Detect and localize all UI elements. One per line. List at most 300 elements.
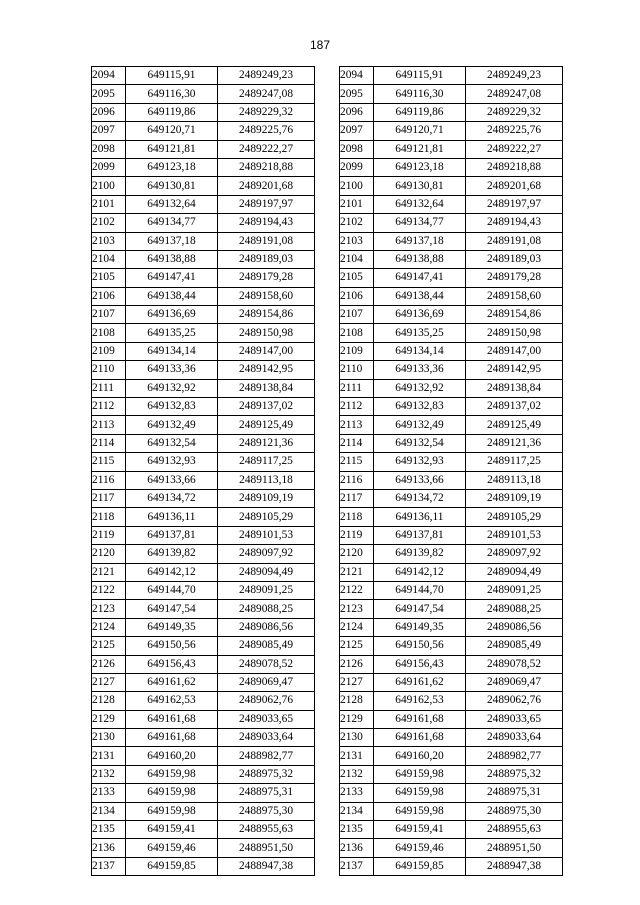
coordinates-table-right-body xyxy=(340,67,563,876)
point-number-cell: 2108 xyxy=(340,324,374,342)
y-coordinate-cell: 2489137,02 xyxy=(218,398,315,416)
table-row xyxy=(92,214,315,232)
point-number-cell: 2097 xyxy=(340,122,374,140)
table-row xyxy=(92,158,315,176)
y-coordinate-cell: 2489142,95 xyxy=(218,361,315,379)
x-coordinate-cell: 649159,98 xyxy=(374,784,466,802)
point-number-cell: 2124 xyxy=(92,618,126,636)
x-coordinate-cell: 649137,18 xyxy=(374,232,466,250)
point-number-cell: 2130 xyxy=(92,729,126,747)
x-coordinate-cell: 649161,62 xyxy=(374,673,466,691)
x-coordinate-cell: 649162,53 xyxy=(374,692,466,710)
point-number-cell: 2106 xyxy=(92,287,126,305)
x-coordinate-cell: 649116,30 xyxy=(374,85,466,103)
point-number-cell: 2120 xyxy=(340,545,374,563)
point-number-cell: 2131 xyxy=(92,747,126,765)
x-coordinate-cell: 649136,69 xyxy=(126,306,218,324)
point-number-cell: 2108 xyxy=(92,324,126,342)
table-row xyxy=(92,471,315,489)
point-number-cell: 2122 xyxy=(340,581,374,599)
y-coordinate-cell: 2489086,56 xyxy=(218,618,315,636)
table-row xyxy=(92,287,315,305)
table-row xyxy=(92,526,315,544)
x-coordinate-cell: 649134,72 xyxy=(126,489,218,507)
table-row xyxy=(340,342,563,360)
table-row xyxy=(92,802,315,820)
point-number-cell: 2112 xyxy=(92,398,126,416)
y-coordinate-cell: 2489150,98 xyxy=(466,324,563,342)
table-row xyxy=(340,600,563,618)
y-coordinate-cell: 2489142,95 xyxy=(466,361,563,379)
table-row xyxy=(340,471,563,489)
x-coordinate-cell: 649159,98 xyxy=(374,765,466,783)
y-coordinate-cell: 2489086,56 xyxy=(466,618,563,636)
table-row xyxy=(340,821,563,839)
table-row xyxy=(92,692,315,710)
point-number-cell: 2103 xyxy=(340,232,374,250)
y-coordinate-cell: 2489138,84 xyxy=(218,379,315,397)
table-row xyxy=(340,673,563,691)
x-coordinate-cell: 649147,54 xyxy=(374,600,466,618)
table-row xyxy=(340,416,563,434)
table-row xyxy=(92,784,315,802)
table-row xyxy=(340,839,563,857)
y-coordinate-cell: 2489121,36 xyxy=(218,434,315,452)
point-number-cell: 2121 xyxy=(340,563,374,581)
y-coordinate-cell: 2489225,76 xyxy=(466,122,563,140)
table-row xyxy=(340,453,563,471)
point-number-cell: 2097 xyxy=(92,122,126,140)
point-number-cell: 2115 xyxy=(92,453,126,471)
y-coordinate-cell: 2489105,29 xyxy=(466,508,563,526)
table-row xyxy=(340,398,563,416)
table-row xyxy=(92,324,315,342)
table-row xyxy=(340,85,563,103)
table-row xyxy=(340,655,563,673)
y-coordinate-cell: 2489229,32 xyxy=(466,103,563,121)
point-number-cell: 2115 xyxy=(340,453,374,471)
table-row xyxy=(340,379,563,397)
y-coordinate-cell: 2489117,25 xyxy=(218,453,315,471)
y-coordinate-cell: 2489085,49 xyxy=(466,637,563,655)
point-number-cell: 2107 xyxy=(92,306,126,324)
point-number-cell: 2095 xyxy=(340,85,374,103)
y-coordinate-cell: 2489137,02 xyxy=(466,398,563,416)
x-coordinate-cell: 649115,91 xyxy=(126,67,218,85)
x-coordinate-cell: 649132,93 xyxy=(374,453,466,471)
x-coordinate-cell: 649130,81 xyxy=(126,177,218,195)
point-number-cell: 2131 xyxy=(340,747,374,765)
y-coordinate-cell: 2489094,49 xyxy=(466,563,563,581)
y-coordinate-cell: 2489088,25 xyxy=(218,600,315,618)
table-row xyxy=(92,600,315,618)
x-coordinate-cell: 649133,66 xyxy=(126,471,218,489)
table-row xyxy=(92,177,315,195)
y-coordinate-cell: 2489218,88 xyxy=(218,158,315,176)
x-coordinate-cell: 649132,93 xyxy=(126,453,218,471)
x-coordinate-cell: 649138,88 xyxy=(126,250,218,268)
x-coordinate-cell: 649142,12 xyxy=(374,563,466,581)
y-coordinate-cell: 2489249,23 xyxy=(466,67,563,85)
table-row xyxy=(92,508,315,526)
point-number-cell: 2104 xyxy=(92,250,126,268)
table-row xyxy=(340,214,563,232)
point-number-cell: 2114 xyxy=(92,434,126,452)
x-coordinate-cell: 649132,54 xyxy=(126,434,218,452)
x-coordinate-cell: 649134,14 xyxy=(374,342,466,360)
table-row xyxy=(92,232,315,250)
y-coordinate-cell: 2489222,27 xyxy=(466,140,563,158)
table-row xyxy=(340,122,563,140)
table-row xyxy=(340,306,563,324)
point-number-cell: 2134 xyxy=(340,802,374,820)
y-coordinate-cell: 2489069,47 xyxy=(466,673,563,691)
x-coordinate-cell: 649119,86 xyxy=(374,103,466,121)
y-coordinate-cell: 2489088,25 xyxy=(466,600,563,618)
x-coordinate-cell: 649147,54 xyxy=(126,600,218,618)
y-coordinate-cell: 2488955,63 xyxy=(466,821,563,839)
table-row xyxy=(92,655,315,673)
y-coordinate-cell: 2489097,92 xyxy=(218,545,315,563)
y-coordinate-cell: 2489225,76 xyxy=(218,122,315,140)
y-coordinate-cell: 2488951,50 xyxy=(466,839,563,857)
y-coordinate-cell: 2489101,53 xyxy=(218,526,315,544)
x-coordinate-cell: 649138,44 xyxy=(126,287,218,305)
x-coordinate-cell: 649132,49 xyxy=(126,416,218,434)
x-coordinate-cell: 649139,82 xyxy=(374,545,466,563)
point-number-cell: 2119 xyxy=(340,526,374,544)
x-coordinate-cell: 649161,68 xyxy=(126,710,218,728)
point-number-cell: 2113 xyxy=(92,416,126,434)
x-coordinate-cell: 649134,77 xyxy=(126,214,218,232)
table-row xyxy=(340,618,563,636)
y-coordinate-cell: 2489121,36 xyxy=(466,434,563,452)
table-row xyxy=(340,729,563,747)
table-row xyxy=(92,140,315,158)
x-coordinate-cell: 649137,18 xyxy=(126,232,218,250)
x-coordinate-cell: 649159,85 xyxy=(126,857,218,875)
table-row xyxy=(340,784,563,802)
y-coordinate-cell: 2489179,28 xyxy=(466,269,563,287)
coordinates-table-left xyxy=(91,66,315,876)
point-number-cell: 2130 xyxy=(340,729,374,747)
table-row xyxy=(92,637,315,655)
point-number-cell: 2120 xyxy=(92,545,126,563)
y-coordinate-cell: 2489091,25 xyxy=(466,581,563,599)
y-coordinate-cell: 2489094,49 xyxy=(218,563,315,581)
point-number-cell: 2125 xyxy=(92,637,126,655)
point-number-cell: 2098 xyxy=(340,140,374,158)
point-number-cell: 2100 xyxy=(340,177,374,195)
point-number-cell: 2110 xyxy=(92,361,126,379)
y-coordinate-cell: 2489158,60 xyxy=(218,287,315,305)
point-number-cell: 2114 xyxy=(340,434,374,452)
table-row xyxy=(340,250,563,268)
table-row xyxy=(340,269,563,287)
y-coordinate-cell: 2488975,30 xyxy=(218,802,315,820)
point-number-cell: 2129 xyxy=(340,710,374,728)
table-row xyxy=(92,489,315,507)
x-coordinate-cell: 649147,41 xyxy=(126,269,218,287)
point-number-cell: 2099 xyxy=(92,158,126,176)
table-row xyxy=(92,563,315,581)
y-coordinate-cell: 2489249,23 xyxy=(218,67,315,85)
point-number-cell: 2135 xyxy=(340,821,374,839)
point-number-cell: 2096 xyxy=(92,103,126,121)
y-coordinate-cell: 2489078,52 xyxy=(466,655,563,673)
table-row xyxy=(340,747,563,765)
table-row xyxy=(92,342,315,360)
x-coordinate-cell: 649130,81 xyxy=(374,177,466,195)
x-coordinate-cell: 649159,85 xyxy=(374,857,466,875)
point-number-cell: 2118 xyxy=(92,508,126,526)
x-coordinate-cell: 649161,62 xyxy=(126,673,218,691)
point-number-cell: 2137 xyxy=(340,857,374,875)
point-number-cell: 2094 xyxy=(340,67,374,85)
point-number-cell: 2119 xyxy=(92,526,126,544)
y-coordinate-cell: 2489218,88 xyxy=(466,158,563,176)
point-number-cell: 2123 xyxy=(92,600,126,618)
y-coordinate-cell: 2489189,03 xyxy=(466,250,563,268)
point-number-cell: 2096 xyxy=(340,103,374,121)
x-coordinate-cell: 649123,18 xyxy=(126,158,218,176)
y-coordinate-cell: 2489229,32 xyxy=(218,103,315,121)
point-number-cell: 2117 xyxy=(92,489,126,507)
table-row xyxy=(340,434,563,452)
point-number-cell: 2125 xyxy=(340,637,374,655)
x-coordinate-cell: 649149,35 xyxy=(126,618,218,636)
y-coordinate-cell: 2489247,08 xyxy=(218,85,315,103)
coordinates-table-left-body xyxy=(92,67,315,876)
y-coordinate-cell: 2489101,53 xyxy=(466,526,563,544)
table-row xyxy=(92,821,315,839)
y-coordinate-cell: 2489117,25 xyxy=(466,453,563,471)
x-coordinate-cell: 649159,41 xyxy=(126,821,218,839)
x-coordinate-cell: 649136,11 xyxy=(374,508,466,526)
x-coordinate-cell: 649137,81 xyxy=(374,526,466,544)
x-coordinate-cell: 649133,36 xyxy=(126,361,218,379)
y-coordinate-cell: 2488975,30 xyxy=(466,802,563,820)
point-number-cell: 2102 xyxy=(340,214,374,232)
x-coordinate-cell: 649132,64 xyxy=(374,195,466,213)
point-number-cell: 2128 xyxy=(340,692,374,710)
x-coordinate-cell: 649156,43 xyxy=(126,655,218,673)
y-coordinate-cell: 2489113,18 xyxy=(466,471,563,489)
point-number-cell: 2123 xyxy=(340,600,374,618)
point-number-cell: 2098 xyxy=(92,140,126,158)
y-coordinate-cell: 2489197,97 xyxy=(218,195,315,213)
x-coordinate-cell: 649135,25 xyxy=(126,324,218,342)
x-coordinate-cell: 649142,12 xyxy=(126,563,218,581)
x-coordinate-cell: 649159,46 xyxy=(126,839,218,857)
table-row xyxy=(92,618,315,636)
x-coordinate-cell: 649116,30 xyxy=(126,85,218,103)
point-number-cell: 2103 xyxy=(92,232,126,250)
y-coordinate-cell: 2489109,19 xyxy=(218,489,315,507)
x-coordinate-cell: 649132,83 xyxy=(126,398,218,416)
y-coordinate-cell: 2489154,86 xyxy=(218,306,315,324)
y-coordinate-cell: 2489179,28 xyxy=(218,269,315,287)
y-coordinate-cell: 2489222,27 xyxy=(218,140,315,158)
table-row xyxy=(340,765,563,783)
table-row xyxy=(92,361,315,379)
point-number-cell: 2101 xyxy=(92,195,126,213)
point-number-cell: 2132 xyxy=(92,765,126,783)
x-coordinate-cell: 649147,41 xyxy=(374,269,466,287)
y-coordinate-cell: 2489033,65 xyxy=(466,710,563,728)
x-coordinate-cell: 649144,70 xyxy=(126,581,218,599)
x-coordinate-cell: 649121,81 xyxy=(374,140,466,158)
x-coordinate-cell: 649133,36 xyxy=(374,361,466,379)
y-coordinate-cell: 2489033,64 xyxy=(466,729,563,747)
point-number-cell: 2111 xyxy=(340,379,374,397)
x-coordinate-cell: 649159,98 xyxy=(126,802,218,820)
y-coordinate-cell: 2488947,38 xyxy=(218,857,315,875)
point-number-cell: 2095 xyxy=(92,85,126,103)
table-row xyxy=(92,379,315,397)
table-row xyxy=(92,122,315,140)
x-coordinate-cell: 649120,71 xyxy=(126,122,218,140)
table-row xyxy=(340,857,563,875)
table-row xyxy=(92,67,315,85)
x-coordinate-cell: 649134,72 xyxy=(374,489,466,507)
point-number-cell: 2109 xyxy=(92,342,126,360)
table-row xyxy=(92,434,315,452)
y-coordinate-cell: 2489154,86 xyxy=(466,306,563,324)
y-coordinate-cell: 2489138,84 xyxy=(466,379,563,397)
table-row xyxy=(340,177,563,195)
point-number-cell: 2104 xyxy=(340,250,374,268)
table-row xyxy=(92,85,315,103)
y-coordinate-cell: 2489201,68 xyxy=(218,177,315,195)
point-number-cell: 2118 xyxy=(340,508,374,526)
x-coordinate-cell: 649150,56 xyxy=(374,637,466,655)
y-coordinate-cell: 2489158,60 xyxy=(466,287,563,305)
y-coordinate-cell: 2489105,29 xyxy=(218,508,315,526)
table-row xyxy=(92,710,315,728)
table-row xyxy=(92,416,315,434)
table-row xyxy=(340,637,563,655)
point-number-cell: 2121 xyxy=(92,563,126,581)
y-coordinate-cell: 2489194,43 xyxy=(466,214,563,232)
point-number-cell: 2133 xyxy=(340,784,374,802)
y-coordinate-cell: 2489147,00 xyxy=(466,342,563,360)
x-coordinate-cell: 649159,41 xyxy=(374,821,466,839)
y-coordinate-cell: 2489113,18 xyxy=(218,471,315,489)
point-number-cell: 2111 xyxy=(92,379,126,397)
x-coordinate-cell: 649136,69 xyxy=(374,306,466,324)
y-coordinate-cell: 2489109,19 xyxy=(466,489,563,507)
point-number-cell: 2116 xyxy=(340,471,374,489)
x-coordinate-cell: 649119,86 xyxy=(126,103,218,121)
point-number-cell: 2117 xyxy=(340,489,374,507)
table-row xyxy=(340,67,563,85)
table-row xyxy=(340,361,563,379)
x-coordinate-cell: 649121,81 xyxy=(126,140,218,158)
x-coordinate-cell: 649156,43 xyxy=(374,655,466,673)
table-row xyxy=(340,545,563,563)
y-coordinate-cell: 2488975,32 xyxy=(218,765,315,783)
point-number-cell: 2128 xyxy=(92,692,126,710)
table-row xyxy=(340,195,563,213)
y-coordinate-cell: 2489150,98 xyxy=(218,324,315,342)
table-row xyxy=(340,563,563,581)
y-coordinate-cell: 2488975,31 xyxy=(218,784,315,802)
point-number-cell: 2110 xyxy=(340,361,374,379)
point-number-cell: 2106 xyxy=(340,287,374,305)
point-number-cell: 2112 xyxy=(340,398,374,416)
x-coordinate-cell: 649161,68 xyxy=(374,729,466,747)
table-row xyxy=(92,839,315,857)
point-number-cell: 2100 xyxy=(92,177,126,195)
point-number-cell: 2127 xyxy=(340,673,374,691)
point-number-cell: 2105 xyxy=(92,269,126,287)
x-coordinate-cell: 649159,46 xyxy=(374,839,466,857)
x-coordinate-cell: 649123,18 xyxy=(374,158,466,176)
table-row xyxy=(340,802,563,820)
x-coordinate-cell: 649149,35 xyxy=(374,618,466,636)
table-row xyxy=(92,747,315,765)
x-coordinate-cell: 649150,56 xyxy=(126,637,218,655)
table-row xyxy=(340,508,563,526)
x-coordinate-cell: 649120,71 xyxy=(374,122,466,140)
x-coordinate-cell: 649161,68 xyxy=(374,710,466,728)
y-coordinate-cell: 2489097,92 xyxy=(466,545,563,563)
x-coordinate-cell: 649132,64 xyxy=(126,195,218,213)
table-row xyxy=(340,710,563,728)
table-row xyxy=(340,103,563,121)
y-coordinate-cell: 2489147,00 xyxy=(218,342,315,360)
point-number-cell: 2137 xyxy=(92,857,126,875)
page-number: 187 xyxy=(309,38,331,52)
y-coordinate-cell: 2488982,77 xyxy=(218,747,315,765)
point-number-cell: 2124 xyxy=(340,618,374,636)
y-coordinate-cell: 2488982,77 xyxy=(466,747,563,765)
point-number-cell: 2113 xyxy=(340,416,374,434)
table-row xyxy=(92,729,315,747)
x-coordinate-cell: 649132,83 xyxy=(374,398,466,416)
table-row xyxy=(92,195,315,213)
point-number-cell: 2134 xyxy=(92,802,126,820)
y-coordinate-cell: 2489201,68 xyxy=(466,177,563,195)
x-coordinate-cell: 649160,20 xyxy=(374,747,466,765)
y-coordinate-cell: 2489078,52 xyxy=(218,655,315,673)
y-coordinate-cell: 2489033,64 xyxy=(218,729,315,747)
y-coordinate-cell: 2489125,49 xyxy=(218,416,315,434)
point-number-cell: 2136 xyxy=(340,839,374,857)
point-number-cell: 2136 xyxy=(92,839,126,857)
x-coordinate-cell: 649134,14 xyxy=(126,342,218,360)
table-row xyxy=(92,398,315,416)
x-coordinate-cell: 649138,44 xyxy=(374,287,466,305)
table-row xyxy=(92,545,315,563)
x-coordinate-cell: 649132,49 xyxy=(374,416,466,434)
point-number-cell: 2135 xyxy=(92,821,126,839)
x-coordinate-cell: 649159,98 xyxy=(374,802,466,820)
table-row xyxy=(92,250,315,268)
table-row xyxy=(92,306,315,324)
y-coordinate-cell: 2488975,32 xyxy=(466,765,563,783)
point-number-cell: 2102 xyxy=(92,214,126,232)
y-coordinate-cell: 2489191,08 xyxy=(218,232,315,250)
table-row xyxy=(92,103,315,121)
point-number-cell: 2126 xyxy=(92,655,126,673)
x-coordinate-cell: 649134,77 xyxy=(374,214,466,232)
x-coordinate-cell: 649159,98 xyxy=(126,765,218,783)
table-row xyxy=(92,857,315,875)
y-coordinate-cell: 2489191,08 xyxy=(466,232,563,250)
table-row xyxy=(92,453,315,471)
